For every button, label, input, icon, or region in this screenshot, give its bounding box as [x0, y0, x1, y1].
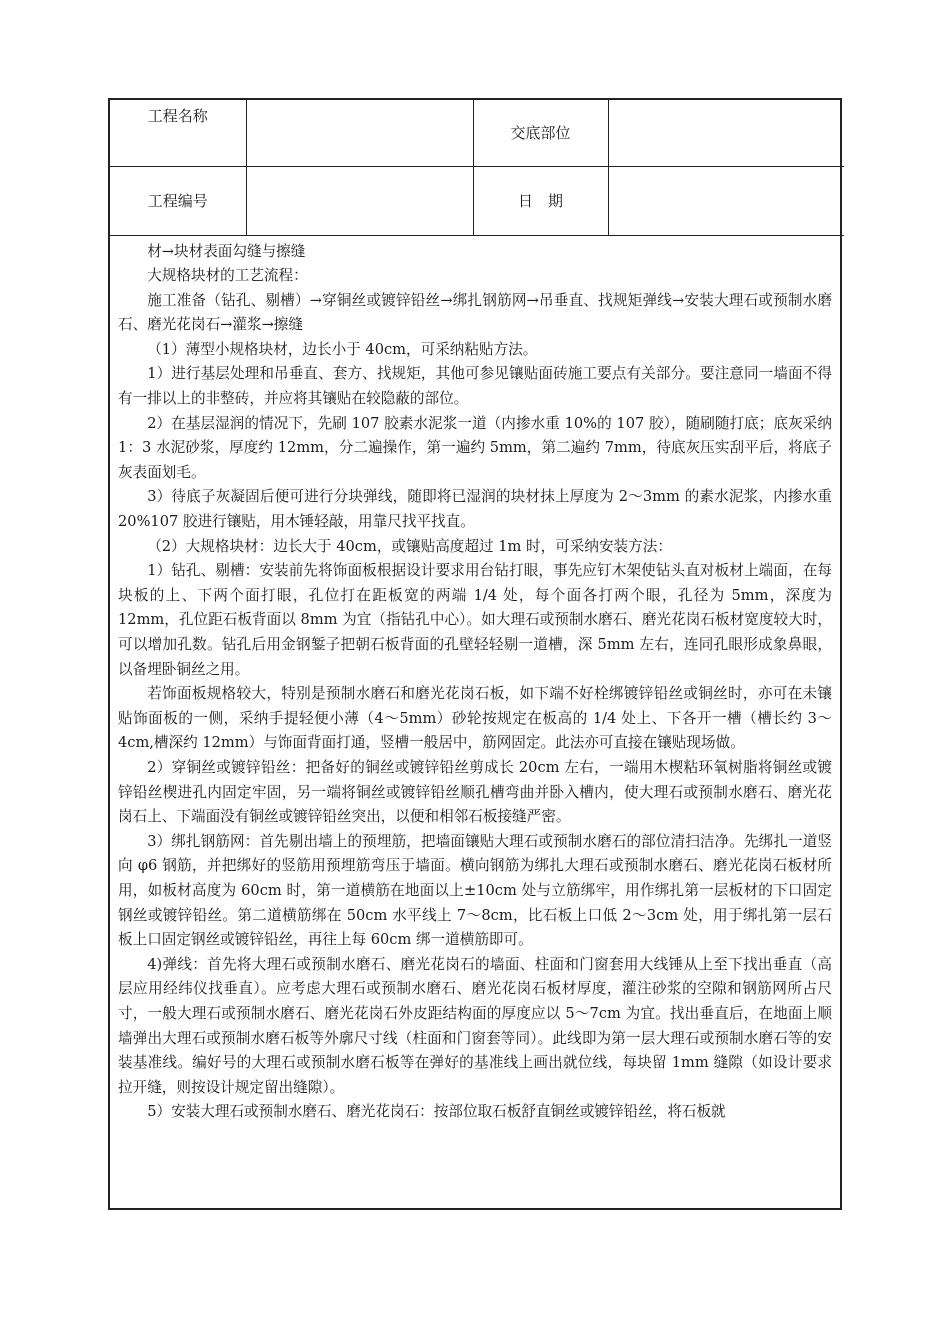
paragraph: （1）薄型小规格块材，边长小于 40cm，可采纳粘贴方法。	[147, 340, 538, 358]
paragraph: 大规格块材的工艺流程：	[147, 267, 308, 285]
project-name-label: 工程名称	[110, 100, 246, 166]
paragraph: 若饰面板规格较大，特别是预制水磨石和磨光花岗石板，如下端不好栓绑镀锌铅丝或铜丝时，亦可在未镶贴饰面板的一侧，采纳手提轻便小薄（4～5mm）砂轮按规定在板高的 1/4 处上、下各开一槽（槽长约 3～4cm,槽深约 12mm）与饰面背面打通，竖槽一般居中，筋网固定。此法亦可直接在镶贴现场做。	[118, 685, 832, 752]
paragraph: 5）安装大理石或预制水磨石、磨光花岗石：按部位取石板舒直铜丝或镀锌铅丝，将石板就	[147, 1103, 726, 1121]
paragraph: 1）进行基层处理和吊垂直、套方、找规矩，其他可参见镶贴面砖施工要点有关部分。要注意同一墙面不得有一排以上的非整砖，并应将其镶贴在较隐蔽的部位。	[118, 365, 832, 408]
project-name-value	[246, 100, 473, 166]
paragraph: 2）穿铜丝或镀锌铅丝：把备好的铜丝或镀锌铅丝剪成长 20cm 左右，一端用木楔粘环氧树脂将铜丝或镀锌铅丝楔进孔内固定牢固，另一端将铜丝或镀锌铅丝顺孔槽弯曲并卧入槽内，使大理石或预制水磨石、磨光花岗石上、下端面没有铜丝或镀锌铅丝突出，以便和相邻石板接缝严密。	[118, 758, 832, 826]
paragraph: （2）大规格块材：边长大于 40cm，或镶贴高度超过 1m 时，可采纳安装方法：	[147, 537, 672, 555]
paragraph: 1）钻孔、剔槽：安装前先将饰面板根据设计要求用台钻打眼，事先应钉木架使钻头直对板材上端面，在每块板的上、下两个面打眼，孔位打在距板宽的两端 1/4 处，每个面各打两个眼，孔径为 5mm，深度为 12mm，孔位距石板背面以 8mm 为宜（指钻孔中心）。如大理石或预制水磨石、磨光花岗石板材宽度较大时，可以增加孔数。钻孔后用金钢錾子把朝石板背面的孔壁轻轻剔一道槽，深 5mm 左右，连同孔眼形成象鼻眼，以备埋卧铜丝之用。	[118, 562, 832, 678]
paragraph: 4)弹线：首先将大理石或预制水磨石、磨光花岗石的墙面、柱面和门窗套用大线锤从上至下找出垂直（高层应用经纬仪找垂直）。应考虑大理石或预制水磨石、磨光花岗石板材厚度，灌注砂浆的空隙和钢筋网所占尺寸，一般大理石或预制水磨石、磨光花岗石外皮距结构面的厚度应以 5～7cm 为宜。找出垂直后，在地面上顺墙弹出大理石或预制水磨石板等外廓尺寸线（柱面和门窗套等同）。此线即为第一层大理石或预制水磨石等的安装基准线。编好号的大理石或预制水磨石板等在弹好的基准线上画出就位线，每块留 1mm 缝隙（如设计要求拉开缝，则按设计规定留出缝隙）。	[118, 955, 832, 1096]
project-number-value	[246, 166, 473, 235]
paragraph: 材→块材表面勾缝与擦缝	[147, 242, 306, 260]
paragraph: 2）在基层湿润的情况下，先刷 107 胶素水泥浆一道（内掺水重 10%的 107 胶），随刷随打底；底灰采纳 1：3 水泥砂浆，厚度约 12mm，分二遍操作，第一遍约 5mm，第二遍约 7mm，待底灰压实刮平后，将底子灰表面划毛。	[118, 414, 832, 481]
handover-part-label: 交底部位	[473, 100, 608, 166]
paragraph: 施工准备（钻孔、剔槽）→穿铜丝或镀锌铅丝→绑扎钢筋网→吊垂直、找规矩弹线→安装大理石或预制水磨石、磨光花岗石→灌浆→擦缝	[118, 291, 832, 334]
project-number-label: 工程编号	[110, 166, 246, 235]
form-header-table	[110, 100, 844, 236]
paragraph: 3）待底子灰凝固后便可进行分块弹线，随即将已湿润的块材抹上厚度为 2～3mm 的素水泥浆，内掺水重 20%107 胶进行镶贴，用木锤轻敲，用靠尺找平找直。	[118, 488, 832, 531]
date-label: 日 期	[473, 166, 608, 235]
handover-form	[108, 98, 842, 1210]
paragraph: 3）绑扎钢筋网：首先剔出墙上的预埋筋，把墙面镶贴大理石或预制水磨石的部位清扫洁净。先绑扎一道竖向 φ6 钢筋，并把绑好的竖筋用预埋筋弯压于墙面。横向钢筋为绑扎大理石或预制水磨石、磨光花岗石板材所用，如板材高度为 60cm 时，第一道横筋在地面以上±10cm 处与立筋绑牢，用作绑扎第一层板材的下口固定钢丝或镀锌铅丝。第二道横筋绑在 50cm 水平线上 7～8cm，比石板上口低 2～3cm 处，用于绑扎第一层石板上口固定钢丝或镀锌铅丝，再往上每 60cm 绑一道横筋即可。	[118, 832, 832, 949]
date-value	[608, 166, 844, 235]
document-body	[110, 236, 840, 1125]
handover-part-value	[608, 100, 844, 166]
